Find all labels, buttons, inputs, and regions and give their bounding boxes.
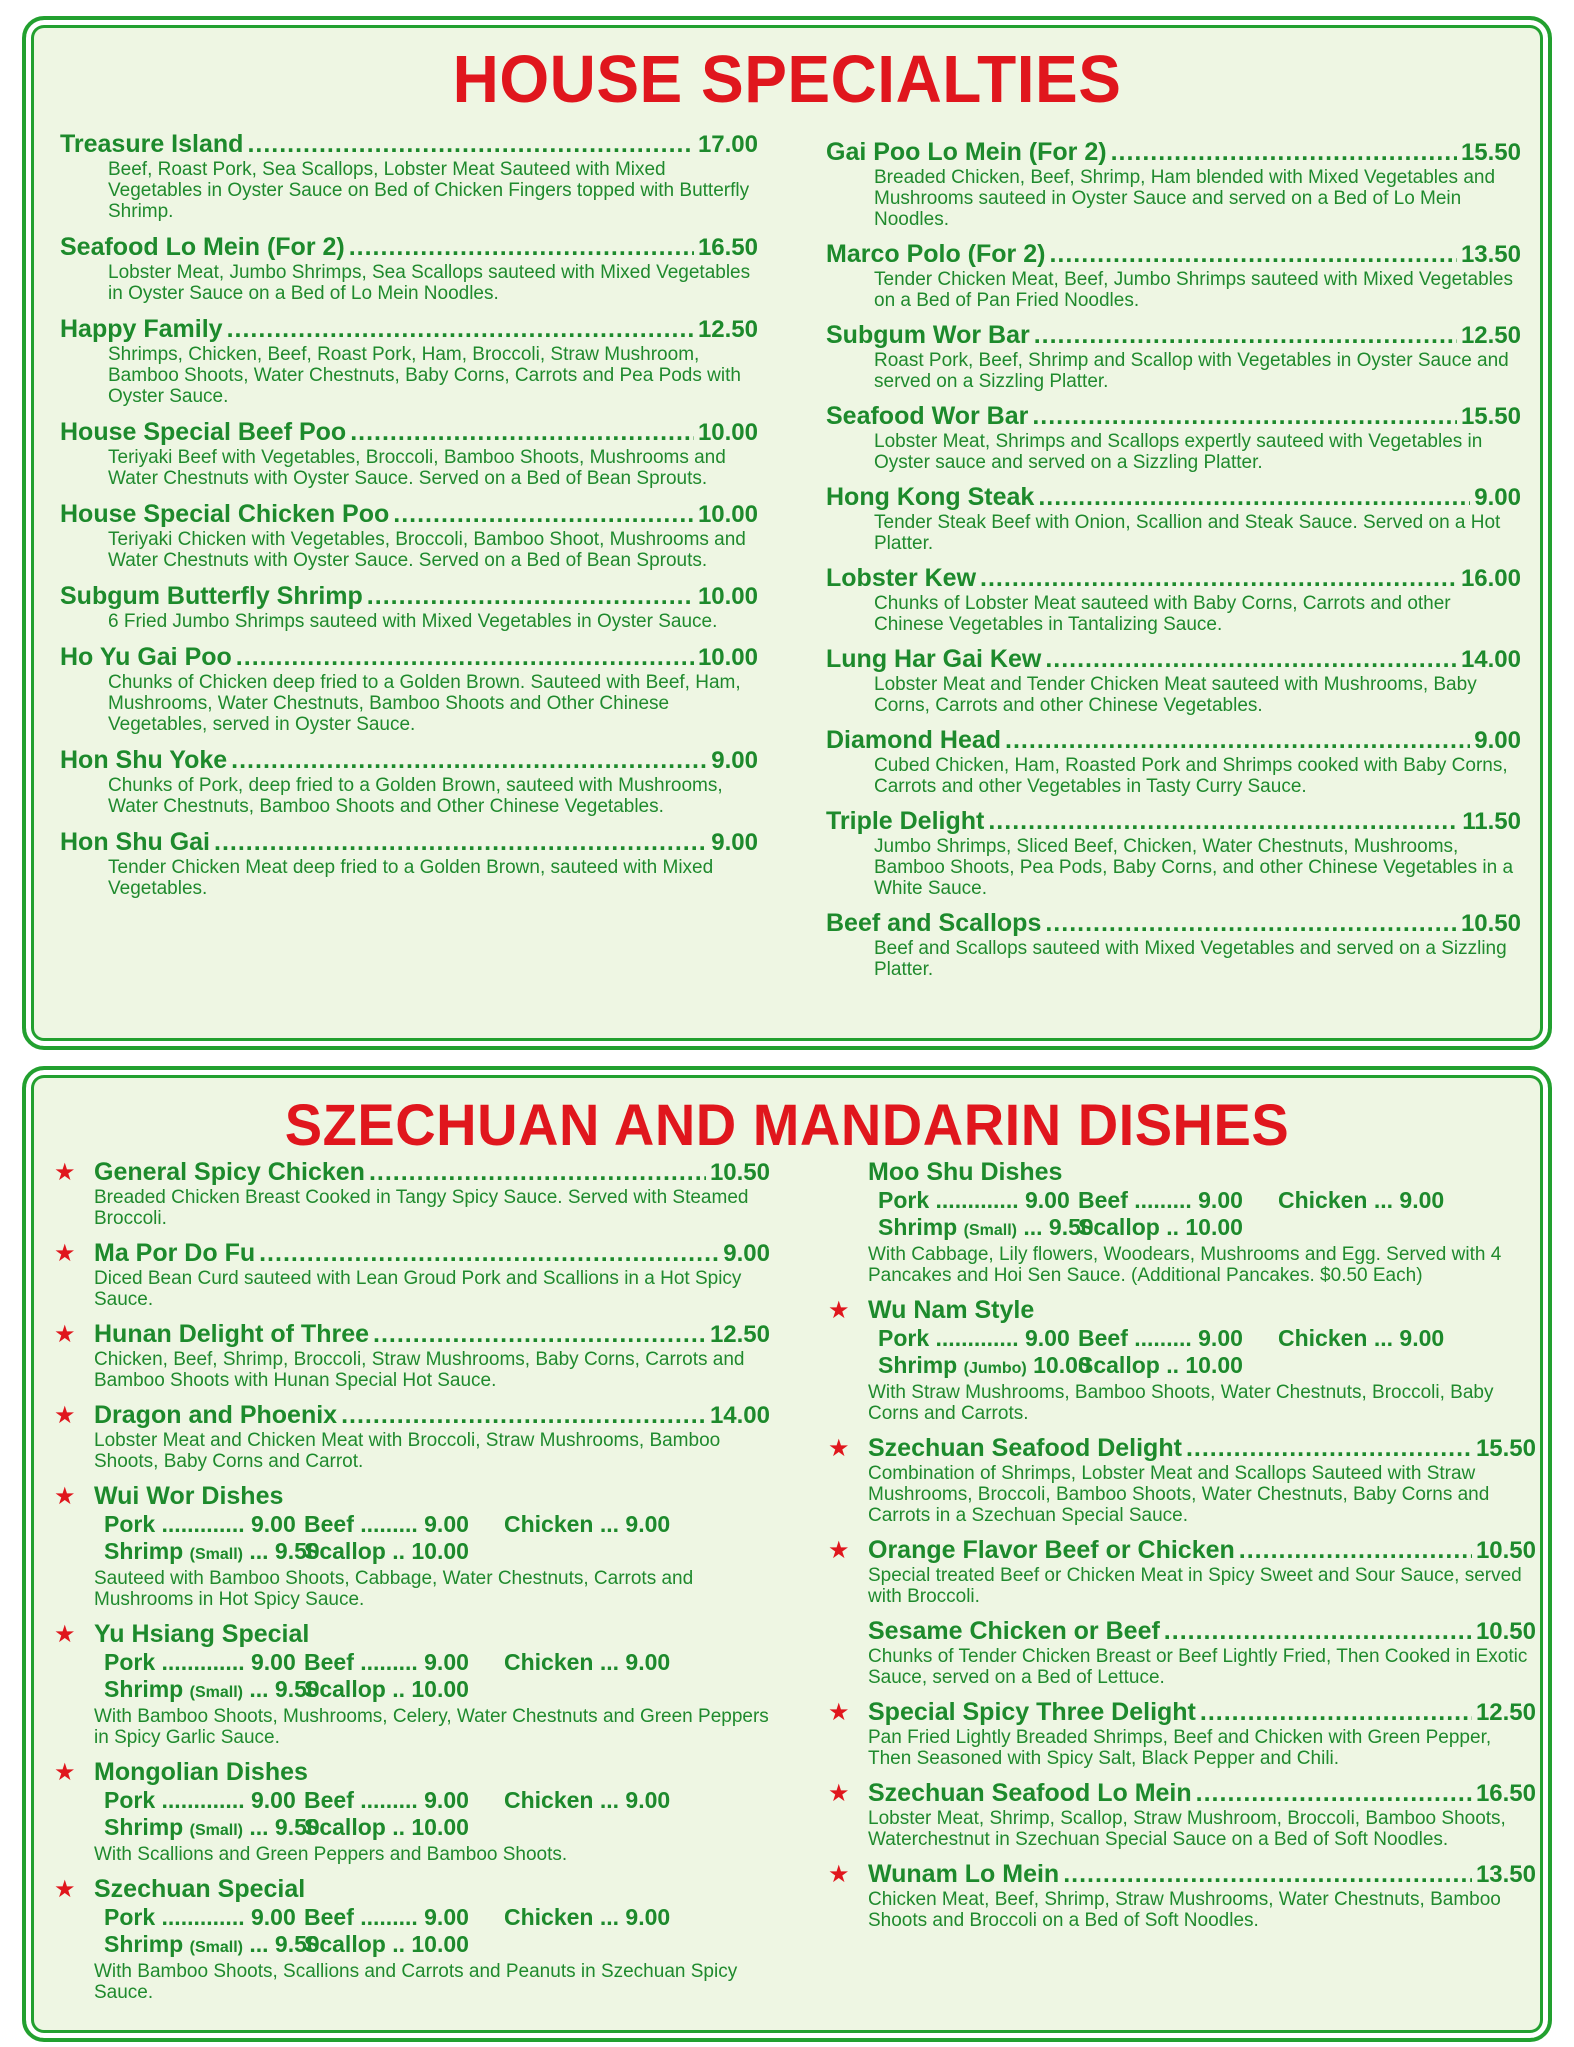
item-name: Mongolian Dishes: [94, 1758, 308, 1786]
beef-price: Beef ......... 9.00: [304, 1511, 469, 1537]
chicken-price: Chicken ... 9.00: [504, 1787, 671, 1813]
item-name: Sesame Chicken or Beef: [868, 1617, 1160, 1645]
menu-item: [60, 828, 758, 899]
shrimp-value: ... 9.50: [249, 1931, 320, 1957]
item-description: Diced Bean Curd sauteed with Lean Groud Pork and Scallions in a Hot Spicy Sauce.: [94, 1268, 742, 1310]
item-description: Chunks of Tender Chicken Breast or Beef Lightly Fried, Then Cooked in Exotic Sauce, served on a Bed of Lettuce.: [868, 1646, 1528, 1688]
price-options: [878, 1325, 1536, 1382]
menu-item: [826, 138, 1521, 230]
shrimp-value: ... 9.50: [249, 1814, 320, 1840]
menu-item: [826, 909, 1521, 980]
item-name: Moo Shu Dishes: [868, 1158, 1063, 1186]
item-description: Shrimps, Chicken, Beef, Roast Pork, Ham, Broccoli, Straw Mushroom, Bamboo Shoots, Water Chestnuts, Baby Corns, Carrots and Pea Pods with Oyster Sauce.: [108, 344, 741, 407]
item-description: Chunks of Lobster Meat sauteed with Baby Corns, Carrots and other Chinese Vegetables in Tantalizing Sauce.: [874, 593, 1451, 635]
item-name: Yu Hsiang Special: [94, 1620, 310, 1648]
spicy-star-icon: ★: [828, 1780, 850, 1807]
shrimp-label: Shrimp: [104, 1676, 184, 1702]
shrimp-value: ... 9.50: [249, 1676, 320, 1702]
chicken-price: Chicken ... 9.00: [504, 1904, 671, 1930]
item-name: Hunan Delight of Three: [94, 1320, 369, 1348]
item-name: Ho Yu Gai Poo: [60, 643, 232, 671]
item-description: Lobster Meat, Jumbo Shrimps, Sea Scallops sauteed with Mixed Vegetables in Oyster Sauce on a Bed of Lo Mein Noodles.: [108, 262, 751, 304]
menu-item-hunan-delight: [52, 1320, 770, 1391]
item-description: Chunks of Chicken deep fried to a Golden Brown. Sauteed with Beef, Ham, Mushrooms, Water Chestnuts, Bamboo Shoots and Other Chinese Vegetables, served in Oyster Sauce.: [108, 672, 741, 735]
item-name: Seafood Wor Bar: [826, 402, 1029, 430]
item-description: Lobster Meat, Shrimp, Scallop, Straw Mushroom, Broccoli, Bamboo Shoots, Waterchestnut in Szechuan Special Sauce on a Bed of Soft Noodles.: [868, 1808, 1506, 1850]
szechuan-left-column: [52, 1158, 770, 2003]
item-description: With Cabbage, Lily flowers, Woodears, Mushrooms and Egg. Served with 4 Pancakes and Hoi Sen Sauce. (Additional Pancakes. $0.50 Each): [868, 1244, 1502, 1286]
item-description: Pan Fried Lightly Breaded Shrimps, Beef and Chicken with Green Pepper, Then Seasoned with Spicy Salt, Black Pepper and Chili.: [868, 1727, 1492, 1769]
item-description: With Straw Mushrooms, Bamboo Shoots, Water Chestnuts, Broccoli, Baby Corns and Carrots.: [868, 1382, 1494, 1424]
item-price: 12.50: [1460, 322, 1521, 349]
item-description: Chunks of Pork, deep fried to a Golden Brown, sauteed with Mushrooms, Water Chestnuts, Bamboo Shoots and Other Chinese Vegetables.: [108, 775, 723, 817]
item-name: Ma Por Do Fu: [94, 1239, 256, 1267]
menu-item: [60, 418, 758, 489]
spicy-star-icon: ★: [54, 1876, 76, 1903]
size-label: (Small): [189, 1546, 243, 1563]
item-price: 9.00: [711, 747, 758, 774]
menu-item: [826, 240, 1521, 311]
menu-item: [826, 321, 1521, 392]
shrimp-label: Shrimp: [104, 1814, 184, 1840]
menu-item-sesame-chicken-or-beef: [826, 1617, 1536, 1688]
item-price: 11.50: [1462, 808, 1521, 835]
shrimp-label: Shrimp: [878, 1214, 958, 1240]
item-name: Special Spicy Three Delight: [868, 1698, 1196, 1726]
item-price: 14.00: [1460, 646, 1521, 673]
size-label: (Small): [189, 1684, 243, 1701]
menu-item-szechuan-seafood-lo-mein: [826, 1779, 1536, 1850]
item-description: Teriyaki Chicken with Vegetables, Broccoli, Bamboo Shoot, Mushrooms and Water Chestnuts with Oyster Sauce. Served on a Bed of Bean Sprouts.: [108, 529, 746, 571]
menu-item: [826, 645, 1521, 716]
item-description: With Bamboo Shoots, Scallions and Carrots and Peanuts in Szechuan Spicy Sauce.: [94, 1961, 738, 2003]
item-description: Lobster Meat and Chicken Meat with Broccoli, Straw Mushrooms, Bamboo Shoots, Baby Corns and Carrot.: [94, 1430, 721, 1472]
spicy-star-icon: ★: [828, 1699, 850, 1726]
shrimp-value: 10.00: [1033, 1352, 1091, 1378]
beef-price: Beef ......... 9.00: [1078, 1325, 1243, 1351]
menu-item: [60, 233, 758, 304]
shrimp-price: [878, 1214, 1094, 1244]
item-description: Combination of Shrimps, Lobster Meat and Scallops Sauteed with Straw Mushrooms, Broccoli, Bamboo Shoots, Water Chestnuts, Baby Corns and Carrots in a Szechuan Special Sauce.: [868, 1463, 1490, 1526]
shrimp-label: Shrimp: [104, 1931, 184, 1957]
pork-price: Pork ............. 9.00: [104, 1787, 296, 1813]
price-options: [878, 1187, 1536, 1244]
size-label: (Small): [963, 1222, 1017, 1239]
menu-item: [826, 807, 1521, 899]
menu-item: [60, 582, 758, 632]
menu-item-moo-shu-dishes: [826, 1158, 1536, 1286]
item-price: 9.00: [1474, 484, 1521, 511]
spicy-star-icon: ★: [54, 1321, 76, 1348]
item-description: Cubed Chicken, Ham, Roasted Pork and Shrimps cooked with Baby Corns, Carrots and other Vegetables in Tasty Curry Sauce.: [874, 755, 1508, 797]
beef-price: Beef ......... 9.00: [304, 1904, 469, 1930]
scallop-price: Scallop .. 10.00: [1078, 1352, 1243, 1378]
item-name: Gai Poo Lo Mein (For 2): [826, 138, 1107, 166]
item-price: 12.50: [697, 316, 758, 343]
price-options: [104, 1649, 770, 1706]
szechuan-right-column: [826, 1158, 1536, 1931]
item-name: Triple Delight: [826, 807, 985, 835]
spicy-star-icon: ★: [828, 1435, 850, 1462]
menu-item: [826, 726, 1521, 797]
menu-item: [60, 746, 758, 817]
scallop-price: Scallop .. 10.00: [304, 1538, 469, 1564]
beef-price: Beef ......... 9.00: [304, 1649, 469, 1675]
spicy-star-icon: ★: [828, 1537, 850, 1564]
shrimp-price: [104, 1931, 320, 1961]
menu-item: [60, 643, 758, 735]
item-name: Szechuan Seafood Delight: [868, 1434, 1182, 1462]
shrimp-label: Shrimp: [104, 1538, 184, 1564]
menu-item: [826, 402, 1521, 473]
menu-item: [60, 315, 758, 407]
price-options: [104, 1787, 770, 1844]
item-name: Beef and Scallops: [826, 909, 1042, 937]
item-name: Hon Shu Yoke: [60, 746, 228, 774]
menu-item: [60, 130, 758, 222]
item-name: Wunam Lo Mein: [868, 1860, 1060, 1888]
item-price: 10.50: [709, 1159, 770, 1186]
item-description: 6 Fried Jumbo Shrimps sauteed with Mixed Vegetables in Oyster Sauce.: [108, 611, 718, 632]
beef-price: Beef ......... 9.00: [1078, 1187, 1243, 1213]
pork-price: Pork ............. 9.00: [878, 1325, 1070, 1351]
item-description: Tender Chicken Meat, Beef, Jumbo Shrimps sauteed with Mixed Vegetables on a Bed of Pan Fried Noodles.: [874, 269, 1513, 311]
spicy-star-icon: ★: [54, 1483, 76, 1510]
item-description: Tender Chicken Meat deep fried to a Golden Brown, sauteed with Mixed Vegetables.: [108, 857, 714, 899]
menu-item: [826, 564, 1521, 635]
item-name: General Spicy Chicken: [94, 1158, 365, 1186]
shrimp-label: Shrimp: [878, 1352, 958, 1378]
shrimp-price: [104, 1676, 320, 1706]
spicy-star-icon: ★: [54, 1159, 76, 1186]
menu-item-wu-nam-style: [826, 1296, 1536, 1424]
item-price: 17.00: [697, 131, 758, 158]
pork-price: Pork ............. 9.00: [104, 1904, 296, 1930]
item-price: 16.50: [697, 234, 758, 261]
item-name: Lobster Kew: [826, 564, 977, 592]
menu-item-orange-flavor: [826, 1536, 1536, 1607]
menu-item-mongolian-dishes: [52, 1758, 770, 1865]
shrimp-value: ... 9.50: [1023, 1214, 1094, 1240]
item-description: With Scallions and Green Peppers and Bamboo Shoots.: [94, 1844, 568, 1865]
menu-item-wui-wor-dishes: [52, 1482, 770, 1610]
item-price: 10.00: [697, 583, 758, 610]
menu-item-wunam-lo-mein: [826, 1860, 1536, 1931]
item-name: Szechuan Special: [94, 1875, 306, 1903]
menu-item-szechuan-seafood-delight: [826, 1434, 1536, 1526]
item-name: Happy Family: [60, 315, 223, 343]
item-price: 15.50: [1460, 403, 1521, 430]
item-description: Special treated Beef or Chicken Meat in Spicy Sweet and Sour Sauce, served with Broccoli.: [868, 1565, 1522, 1607]
item-price: 10.00: [697, 644, 758, 671]
item-price: 10.00: [697, 419, 758, 446]
item-price: 13.50: [1475, 1861, 1536, 1888]
item-name: House Special Chicken Poo: [60, 500, 390, 528]
item-price: 12.50: [1475, 1699, 1536, 1726]
item-price: 13.50: [1460, 241, 1521, 268]
item-price: 10.50: [1475, 1618, 1536, 1645]
item-price: 9.00: [1474, 727, 1521, 754]
szechuan-panel: [22, 1066, 1552, 2042]
chicken-price: Chicken ... 9.00: [1278, 1187, 1445, 1213]
item-name: Wui Wor Dishes: [94, 1482, 284, 1510]
item-price: 16.50: [1475, 1780, 1536, 1807]
item-price: 9.00: [723, 1240, 770, 1267]
item-description: Breaded Chicken, Beef, Shrimp, Ham blended with Mixed Vegetables and Mushrooms sauteed in Oyster Sauce and served on a Bed of Lo Mein Noodles.: [874, 167, 1496, 230]
menu-item: [60, 500, 758, 571]
item-name: Hong Kong Steak: [826, 483, 1035, 511]
spicy-star-icon: ★: [54, 1621, 76, 1648]
item-description: Beef, Roast Pork, Sea Scallops, Lobster Meat Sauteed with Mixed Vegetables in Oyster Sauce on Bed of Chicken Fingers topped with Butterfly Shrimp.: [108, 159, 750, 222]
pork-price: Pork ............. 9.00: [104, 1511, 296, 1537]
item-price: 16.00: [1460, 565, 1521, 592]
menu-item-general-spicy-chicken: [52, 1158, 770, 1229]
menu-item-special-spicy-three-delight: [826, 1698, 1536, 1769]
scallop-price: Scallop .. 10.00: [1078, 1214, 1243, 1240]
house-right-column: [826, 138, 1521, 990]
shrimp-value: ... 9.50: [249, 1538, 320, 1564]
pork-price: Pork ............. 9.00: [878, 1187, 1070, 1213]
pork-price: Pork ............. 9.00: [104, 1649, 296, 1675]
shrimp-price: [104, 1814, 320, 1844]
house-specialties-panel: [22, 16, 1552, 1050]
house-specialties-title: HOUSE SPECIALTIES: [452, 41, 1122, 117]
item-description: Tender Steak Beef with Onion, Scallion and Steak Sauce. Served on a Hot Platter.: [874, 512, 1501, 554]
spicy-star-icon: ★: [828, 1297, 850, 1324]
item-description: Teriyaki Beef with Vegetables, Broccoli, Bamboo Shoots, Mushrooms and Water Chestnuts with Oyster Sauce. Served on a Bed of Bean Sprouts.: [108, 447, 726, 489]
price-options: [104, 1511, 770, 1568]
item-description: Chicken Meat, Beef, Shrimp, Straw Mushrooms, Water Chestnuts, Bamboo Shoots and Broccoli on a Bed of Soft Noodles.: [868, 1889, 1501, 1931]
item-description: Lobster Meat and Tender Chicken Meat sauteed with Mushrooms, Baby Corns, Carrots and other Chinese Vegetables.: [874, 674, 1477, 716]
item-price: 9.00: [711, 829, 758, 856]
item-description: Sauteed with Bamboo Shoots, Cabbage, Water Chestnuts, Carrots and Mushrooms in Hot Spicy Sauce.: [94, 1568, 694, 1610]
item-name: Orange Flavor Beef or Chicken: [868, 1536, 1235, 1564]
item-name: Marco Polo (For 2): [826, 240, 1046, 268]
spicy-star-icon: ★: [54, 1759, 76, 1786]
item-description: Breaded Chicken Breast Cooked in Tangy Spicy Sauce. Served with Steamed Broccoli.: [94, 1187, 749, 1229]
size-label: (Small): [189, 1822, 243, 1839]
item-name: Subgum Wor Bar: [826, 321, 1030, 349]
menu-item-ma-por-do-fu: [52, 1239, 770, 1310]
item-name: Szechuan Seafood Lo Mein: [868, 1779, 1192, 1807]
size-label: (Jumbo): [963, 1360, 1027, 1377]
size-label: (Small): [189, 1939, 243, 1956]
item-name: Treasure Island: [60, 130, 244, 158]
beef-price: Beef ......... 9.00: [304, 1787, 469, 1813]
item-price: 10.00: [697, 501, 758, 528]
szechuan-title: SZECHUAN AND MANDARIN DISHES: [284, 1091, 1290, 1158]
menu-item-dragon-and-phoenix: [52, 1401, 770, 1472]
item-price: 10.50: [1475, 1537, 1536, 1564]
item-name: Diamond Head: [826, 726, 1002, 754]
item-name: Subgum Butterfly Shrimp: [60, 582, 363, 610]
item-name: Hon Shu Gai: [60, 828, 210, 856]
item-price: 15.50: [1475, 1435, 1536, 1462]
item-description: With Bamboo Shoots, Mushrooms, Celery, Water Chestnuts and Green Peppers in Spicy Garlic Sauce.: [94, 1706, 769, 1748]
house-left-column: [60, 130, 758, 910]
scallop-price: Scallop .. 10.00: [304, 1931, 469, 1957]
spicy-star-icon: ★: [54, 1402, 76, 1429]
scallop-price: Scallop .. 10.00: [304, 1676, 469, 1702]
chicken-price: Chicken ... 9.00: [504, 1649, 671, 1675]
menu-item-szechuan-special: [52, 1875, 770, 2003]
price-options: [104, 1904, 770, 1961]
item-name: Wu Nam Style: [868, 1296, 1035, 1324]
item-description: Lobster Meat, Shrimps and Scallops expertly sauteed with Vegetables in Oyster sauce and served on a Sizzling Platter.: [874, 431, 1483, 473]
item-name: Dragon and Phoenix: [94, 1401, 338, 1429]
item-description: Roast Pork, Beef, Shrimp and Scallop with Vegetables in Oyster Sauce and served on a Sizzling Platter.: [874, 350, 1509, 392]
spicy-star-icon: ★: [54, 1240, 76, 1267]
menu-item: [826, 483, 1521, 554]
item-price: 15.50: [1460, 139, 1521, 166]
spicy-star-icon: ★: [828, 1861, 850, 1888]
shrimp-price: [104, 1538, 320, 1568]
item-name: House Special Beef Poo: [60, 418, 347, 446]
item-description: Jumbo Shrimps, Sliced Beef, Chicken, Water Chestnuts, Mushrooms, Bamboo Shoots, Pea Pods, Baby Corns, and other Chinese Vegetables in a White Sauce.: [874, 836, 1514, 899]
item-price: 10.50: [1460, 910, 1521, 937]
shrimp-price: [878, 1352, 1091, 1382]
item-description: Chicken, Beef, Shrimp, Broccoli, Straw Mushrooms, Baby Corns, Carrots and Bamboo Shoots with Hunan Special Hot Sauce.: [94, 1349, 745, 1391]
menu-item-yu-hsiang-special: [52, 1620, 770, 1748]
chicken-price: Chicken ... 9.00: [1278, 1325, 1445, 1351]
item-name: Seafood Lo Mein (For 2): [60, 233, 345, 261]
item-name: Lung Har Gai Kew: [826, 645, 1042, 673]
chicken-price: Chicken ... 9.00: [504, 1511, 671, 1537]
item-price: 14.00: [709, 1402, 770, 1429]
item-description: Beef and Scallops sauteed with Mixed Vegetables and served on a Sizzling Platter.: [874, 938, 1507, 980]
item-price: 12.50: [709, 1321, 770, 1348]
scallop-price: Scallop .. 10.00: [304, 1814, 469, 1840]
